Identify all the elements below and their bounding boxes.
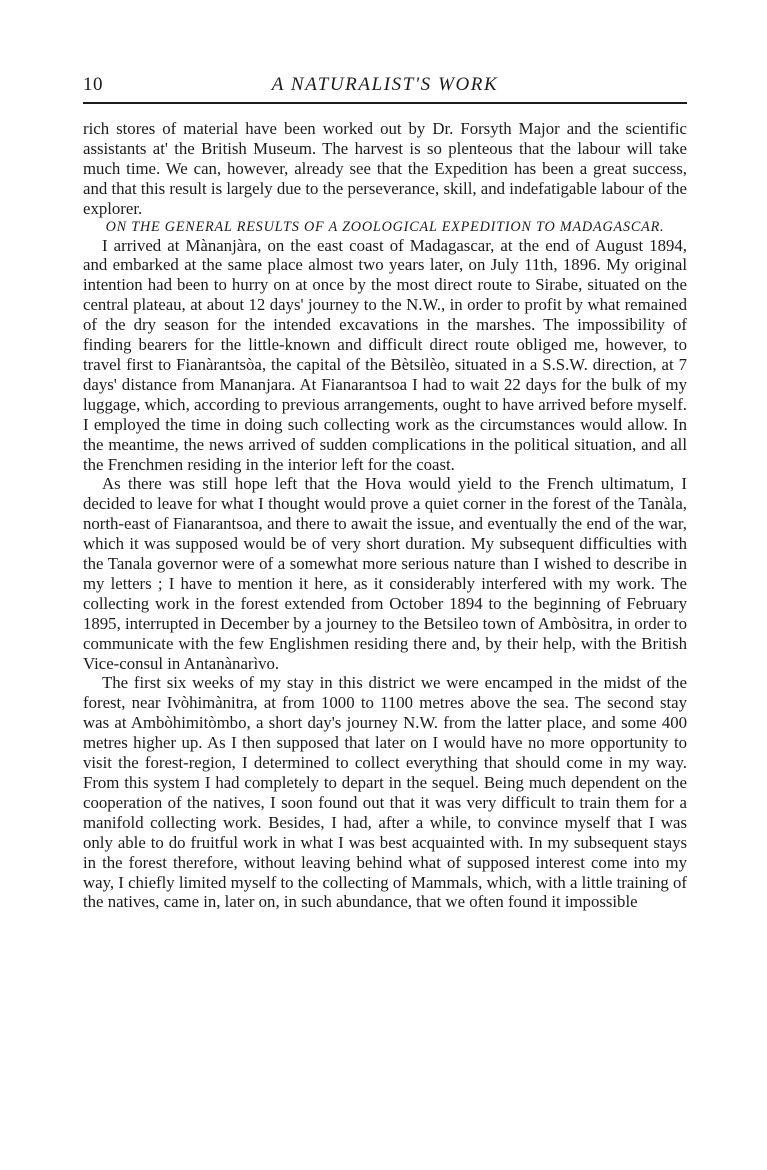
header-rule <box>83 102 687 104</box>
paragraph-collecting: The first six weeks of my stay in this district we were encamped in the midst of the forest, near Ivòhimànitra, at from 1000 to 1100 metres above the sea. The second stay was at Ambòhimitòmbo, a short day's journey N.W. from the latter place, and some 400 metres higher up. As I then supposed that later on I would have no more opportunity to visit the forest-region, I determined to collect everything that should come in my way. From this system I had completely to depart in the sequel. Being much dependent on the cooperation of the natives, I soon found out that it was very difficult to train them for a manifold collecting work. Besides, I had, after a while, to convince myself that I was only able to do fruitful work in what I was best acquainted with. In my subsequent stays in the forest therefore, without leaving behind what of supposed interest come into my way, I chiefly limited myself to the collecting of Mammals, which, with a little training of the natives, came in, later on, in such abundance, that we often found it impossible <box>83 673 687 912</box>
running-title: A NATURALIST'S WORK <box>271 74 499 95</box>
paragraph-tanala-forest: As there was still hope left that the Hova would yield to the French ultimatum, I decided to leave for what I thought would prove a quiet corner in the forest of the Tanàla, north-east of Fianarantsoa, and there to await the issue, and eventually the end of the war, which it was supposed would be of very short duration. My subsequent difficulties with the Tanala governor were of a somewhat more serious nature than I wished to describe in my letters ; I have to mention it here, as it considerably interfered with my work. The collecting work in the forest extended from October 1894 to the beginning of February 1895, interrupted in December by a journey to the Betsileo town of Ambòsitra, in order to communicate with the few Englishmen residing there and, by their help, with the British Vice-consul in Antanànarìvo. <box>83 474 687 673</box>
book-page <box>83 72 687 912</box>
running-head <box>83 72 687 98</box>
body-text <box>83 119 687 912</box>
page-number: 10 <box>83 74 103 95</box>
paragraph-arrival: I arrived at Mànanjàra, on the east coast of Madagascar, at the end of August 1894, and embarked at the same place almost two years later, on July 11th, 1896. My original intention had been to hurry on at once by the most direct route to Sirabe, situated on the central plateau, at about 12 days' journey to the N.W., in order to profit by what remained of the dry season for the intended excavations in the marshes. The impossibility of finding bearers for the little-known and difficult direct route obliged me, however, to travel first to Fianàrantsòa, the capital of the Bètsilèo, situated in a S.S.W. direction, at 7 days' distance from Mananjara. At Fianarantsoa I had to wait 22 days for the bulk of my luggage, which, according to previous arrangements, ought to have arrived before myself. I employed the time in doing such collecting work as the circumstances would allow. In the meantime, the news arrived of sudden complications in the political situation, and all the Frenchmen residing in the interior left for the coast. <box>83 235 687 474</box>
intro-paragraph: rich stores of material have been worked out by Dr. Forsyth Major and the scientific assistants at' the British Museum. The harvest is so plenteous that the labour will take much time. We can, however, already see that the Expedition has been a great success, and that this result is largely due to the perseverance, skill, and indefatigable labour of the explorer. <box>83 119 687 218</box>
section-heading: ON THE GENERAL RESULTS OF A ZOOLOGICAL EXPEDITION TO MADAGASCAR. <box>105 218 665 235</box>
